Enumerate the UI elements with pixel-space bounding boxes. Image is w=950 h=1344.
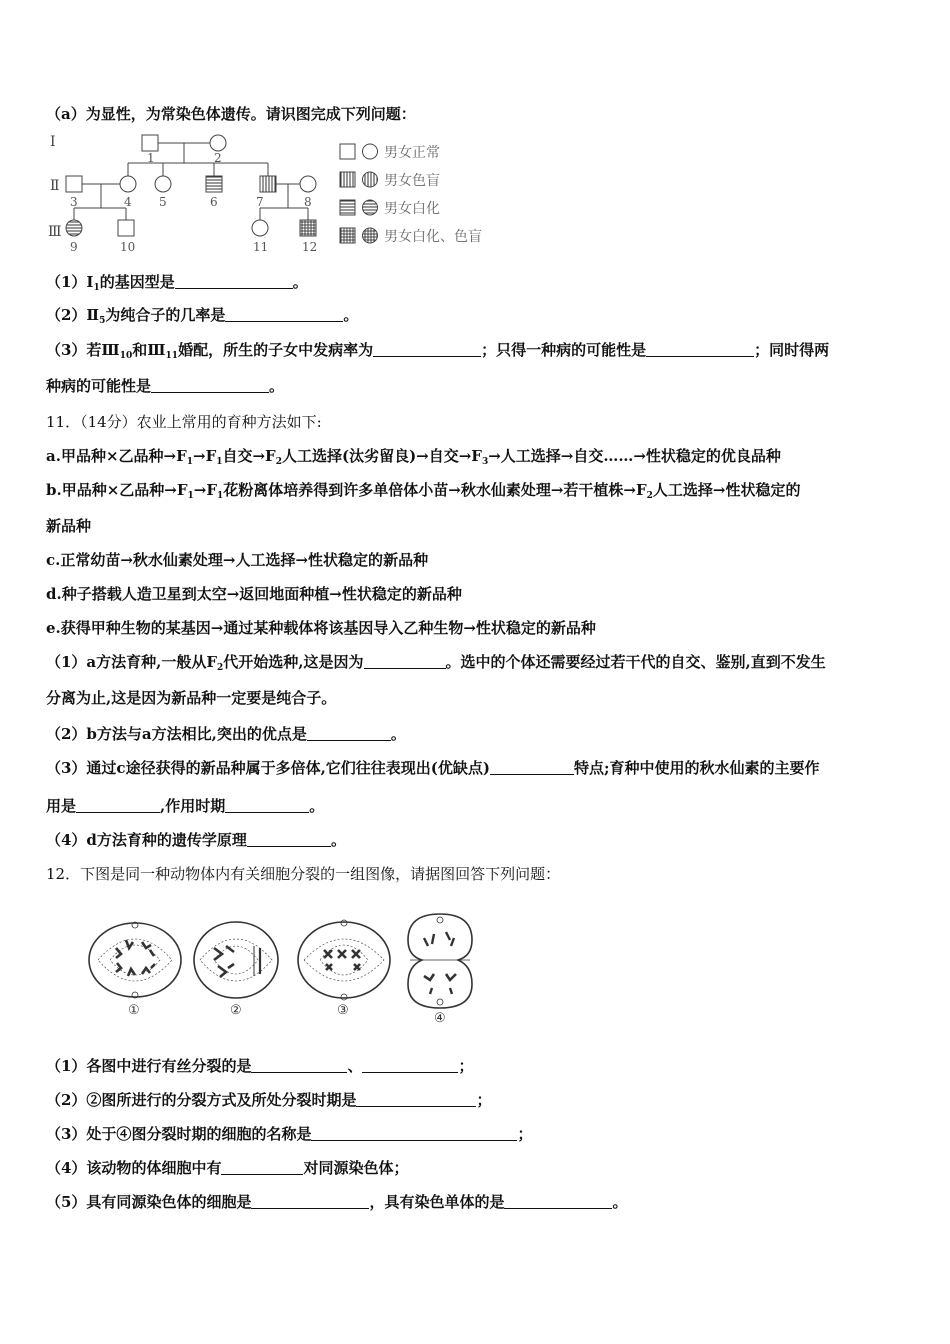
pedigree-number: 10 xyxy=(120,240,136,254)
q11-method-c: c.正常幼苗→秋水仙素处理→人工选择→性状稳定的新品种 xyxy=(46,551,429,569)
individual-II7 xyxy=(260,176,276,192)
q11-q4: （4）d方法育种的遗传学原理 。 xyxy=(46,831,346,849)
pedigree-number: 4 xyxy=(124,195,132,209)
q11-q1-cont: 分离为止,这是因为新品种一定要是纯合子。 xyxy=(46,689,337,707)
q12-title: 12．下图是同一种动物体内有关细胞分裂的一组图像，请据图回答下列问题： xyxy=(46,865,561,883)
cell-2 xyxy=(194,922,278,998)
individual-III9 xyxy=(66,220,82,236)
legend-male-normal xyxy=(340,144,355,159)
individual-I2 xyxy=(210,135,226,151)
answer-blank[interactable] xyxy=(356,1092,476,1107)
individual-II3 xyxy=(66,176,82,192)
legend-female-albino xyxy=(363,200,378,215)
answer-blank[interactable] xyxy=(76,798,160,813)
q11-q3: （3）通过c途径获得的新品种属于多倍体,它们往往表现出(优缺点) 特点;育种中使用的秋水仙素的主要作 xyxy=(46,759,820,777)
pedigree-number: 9 xyxy=(70,240,78,254)
pedigree-figure xyxy=(46,128,506,258)
gen-label: Ⅲ xyxy=(48,224,62,240)
answer-blank[interactable] xyxy=(504,1194,612,1209)
pedigree-number: 3 xyxy=(70,195,78,209)
cell-label: ④ xyxy=(434,1011,446,1026)
q12-q5: （5）具有同源染色体的细胞是 ，具有染色单体的是 。 xyxy=(46,1193,628,1211)
answer-blank[interactable] xyxy=(247,832,331,847)
legend-label: 男女色盲 xyxy=(384,173,440,189)
legend-female-both xyxy=(363,228,378,243)
legend-female-normal xyxy=(363,144,378,159)
pedigree-number: 6 xyxy=(210,195,218,209)
cell-label: ② xyxy=(230,1003,242,1018)
individual-II6 xyxy=(206,176,222,192)
cell-division-figure xyxy=(88,908,488,1026)
legend-label: 男女白化 xyxy=(384,201,440,217)
p10-q1: $(1)Ⅰ_1$的基因型是 。 xyxy=(46,273,308,293)
q11-method-e: e.获得甲种生物的某基因→通过某种载体将该基因导入乙种生物→性状稳定的新品种 xyxy=(46,619,596,637)
pedigree-number: 2 xyxy=(214,151,222,165)
individual-III12 xyxy=(300,220,316,236)
answer-blank[interactable] xyxy=(364,654,446,669)
legend-male-albino xyxy=(340,200,355,215)
gen-label: Ⅰ xyxy=(50,134,56,150)
answer-blank[interactable] xyxy=(151,378,269,393)
pedigree-number: 5 xyxy=(159,195,167,209)
q11-q2: （2）b方法与a方法相比,突出的优点是 。 xyxy=(46,725,406,743)
answer-blank[interactable] xyxy=(311,1126,517,1141)
legend-male-both xyxy=(340,228,355,243)
legend-label: 男女正常 xyxy=(384,145,440,161)
q11-q3-cont: 用是 ,作用时期 。 xyxy=(46,797,325,815)
pedigree-number: 11 xyxy=(253,240,269,254)
individual-I1 xyxy=(142,135,158,151)
answer-blank[interactable] xyxy=(225,307,343,322)
legend-male-colorblind xyxy=(340,172,355,187)
intro-text: （a）为显性，为常染色体遗传。请识图完成下列问题： xyxy=(46,105,416,123)
q11-title: 11．（14分）农业上常用的育种方法如下: xyxy=(46,413,322,431)
cell-4 xyxy=(408,914,472,1008)
cell-3 xyxy=(298,920,390,1000)
q12-q2: （2）②图所进行的分裂方式及所处分裂时期是 ； xyxy=(46,1091,492,1109)
individual-III11 xyxy=(252,220,268,236)
q11-method-a: a.甲品种×乙品种$\to F_1\to F_1$自交$\to F_2$人工选择(汰劣留良)→自交$\to F_3\to$人工选择→自交……→性状稳定的优良品种 xyxy=(46,447,781,467)
answer-blank[interactable] xyxy=(362,1058,458,1073)
individual-II5 xyxy=(155,176,171,192)
answer-blank[interactable] xyxy=(225,798,309,813)
q11-method-d: d.种子搭载人造卫星到太空→返回地面种植→性状稳定的新品种 xyxy=(46,585,462,603)
pedigree-number: 1 xyxy=(147,151,155,165)
legend-female-colorblind xyxy=(363,172,378,187)
answer-blank[interactable] xyxy=(646,342,754,357)
answer-blank[interactable] xyxy=(490,760,574,775)
answer-blank[interactable] xyxy=(373,342,481,357)
answer-blank[interactable] xyxy=(221,1160,303,1175)
individual-II4 xyxy=(120,176,136,192)
cell-1 xyxy=(89,922,181,998)
p10-q3-cont: 种病的可能性是 。 xyxy=(46,377,285,395)
p10-q3: （3）若$Ⅲ_{10}$和$Ⅲ_{11}$婚配，所生的子女中发病率为 ；只得一种病的可能性是 ；同时得两 xyxy=(46,341,830,361)
individual-II8 xyxy=(300,176,316,192)
gen-label: Ⅱ xyxy=(50,178,60,194)
answer-blank[interactable] xyxy=(175,274,293,289)
answer-blank[interactable] xyxy=(251,1194,369,1209)
answer-blank[interactable] xyxy=(251,1058,347,1073)
pedigree-number: 12 xyxy=(302,240,318,254)
q12-q3: （3）处于④图分裂时期的细胞的名称是 ； xyxy=(46,1125,533,1143)
q11-method-b: b.甲品种×乙品种$\to F_1\to F_1$花粉离体培养得到许多单倍体小苗→秋水仙素处理→若干植株$\to F_2$人工选择→性状稳定的 xyxy=(46,481,801,501)
individual-III10 xyxy=(118,220,134,236)
p10-q2: $(2)Ⅱ_5$为纯合子的几率是 。 xyxy=(46,306,359,326)
q12-q4: （4）该动物的体细胞中有 对同源染色体； xyxy=(46,1159,409,1177)
q12-q1: （1）各图中进行有丝分裂的是 、 ； xyxy=(46,1057,474,1075)
cell-label: ③ xyxy=(337,1003,349,1018)
answer-blank[interactable] xyxy=(307,726,391,741)
q11-q1: （1）a方法育种,一般从$F_2$代开始选种,这是因为 。选中的个体还需要经过若干代的自交、鉴别,直到不发生 xyxy=(46,653,826,673)
pedigree-number: 8 xyxy=(304,195,312,209)
pedigree-number: 7 xyxy=(256,195,264,209)
legend-label: 男女白化、色盲 xyxy=(384,229,482,245)
cell-label: ① xyxy=(128,1003,140,1018)
q11-method-b-cont: 新品种 xyxy=(46,517,92,535)
